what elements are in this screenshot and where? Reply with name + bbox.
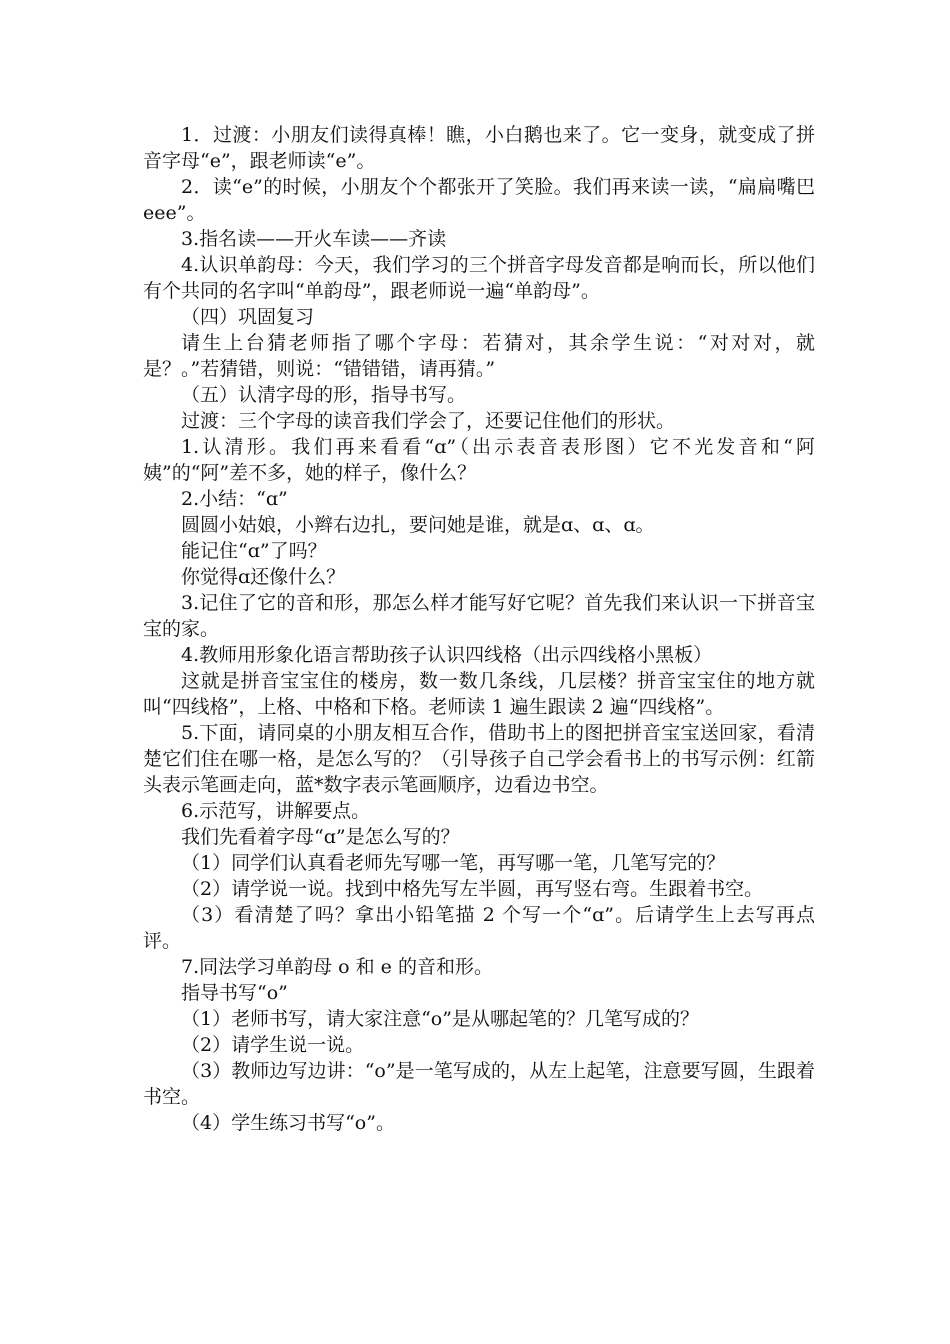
paragraph: （3）教师边写边讲：“o”是一笔写成的，从左上起笔，注意要写圆，生跟着书空。: [143, 1060, 815, 1108]
section-heading: （四）巩固复习: [181, 306, 315, 328]
paragraph: 4.教师用形象化语言帮助孩子认识四线格（出示四线格小黑板）: [181, 644, 713, 666]
paragraph: 4.认识单韵母：今天，我们学习的三个拼音字母发音都是响而长，所以他们有个共同的名字叫“单韵母”，跟老师说一遍“单韵母”。: [143, 254, 815, 302]
paragraph: 1．过渡：小朋友们读得真棒！瞧，小白鹅也来了。它一变身，就变成了拼音字母“e”，跟老师读“e”。: [143, 124, 815, 172]
paragraph: 圆圆小姑娘，小辫右边扎，要问她是谁，就是ɑ、ɑ、ɑ。: [181, 514, 655, 536]
paragraph: （1）老师书写，请大家注意“o”是从哪起笔的？几笔写成的？: [181, 1008, 699, 1030]
paragraph: 这就是拼音宝宝住的楼房，数一数几条线，几层楼？拼音宝宝住的地方就叫“四线格”，上格、中格和下格。老师读 1 遍生跟读 2 遍“四线格”。: [143, 670, 815, 718]
paragraph: （4）学生练习书写“o”。: [181, 1112, 395, 1134]
section-heading: （五）认清字母的形，指导书写。: [181, 384, 467, 406]
paragraph: 5.下面，请同桌的小朋友相互合作，借助书上的图把拼音宝宝送回家，看清楚它们住在哪一格，是怎么写的？（引导孩子自己学会看书上的书写示例：红箭头表示笔画走向，蓝*数字表示笔画顺序，边看边书空。: [143, 722, 815, 796]
lesson-plan-text: [143, 122, 815, 1136]
paragraph: （2）请学生说一说。: [181, 1034, 365, 1056]
paragraph: 3.记住了它的音和形，那怎么样才能写好它呢？首先我们来认识一下拼音宝宝的家。: [143, 592, 815, 640]
paragraph: 3.指名读——开火车读——齐读: [181, 228, 447, 250]
paragraph: 能记住“ɑ”了吗？: [181, 540, 327, 562]
paragraph: （2）请学说一说。找到中格先写左半圆，再写竖右弯。生跟着书空。: [181, 878, 764, 900]
paragraph: 7.同法学习单韵母 o 和 e 的音和形。: [181, 956, 493, 978]
paragraph: （3）看清楚了吗？拿出小铅笔描 2 个写一个“ɑ”。后请学生上去写再点评。: [143, 904, 815, 952]
paragraph: 2.小结：“ɑ”: [181, 488, 288, 510]
paragraph: （1）同学们认真看老师先写哪一笔，再写哪一笔，几笔写完的？: [181, 852, 726, 874]
paragraph: 1.认清形。我们再来看看“ɑ”（出示表音表形图）它不光发音和“阿姨”的“阿”差不多，她的样子，像什么？: [143, 436, 815, 484]
paragraph: 指导书写“o”: [181, 982, 288, 1004]
paragraph: 6.示范写，讲解要点。: [181, 800, 371, 822]
paragraph: 2．读“e”的时候，小朋友个个都张开了笑脸。我们再来读一读，“扁扁嘴巴 eee”。: [143, 176, 815, 224]
paragraph: 请生上台猜老师指了哪个字母：若猜对，其余学生说：“对对对，就是？。”若猜错，则说：“错错错，请再猜。”: [143, 332, 815, 380]
paragraph: 我们先看着字母“ɑ”是怎么写的？: [181, 826, 460, 848]
paragraph: 你觉得ɑ还像什么？: [181, 566, 346, 588]
paragraph: 过渡：三个字母的读音我们学会了，还要记住他们的形状。: [181, 410, 676, 432]
